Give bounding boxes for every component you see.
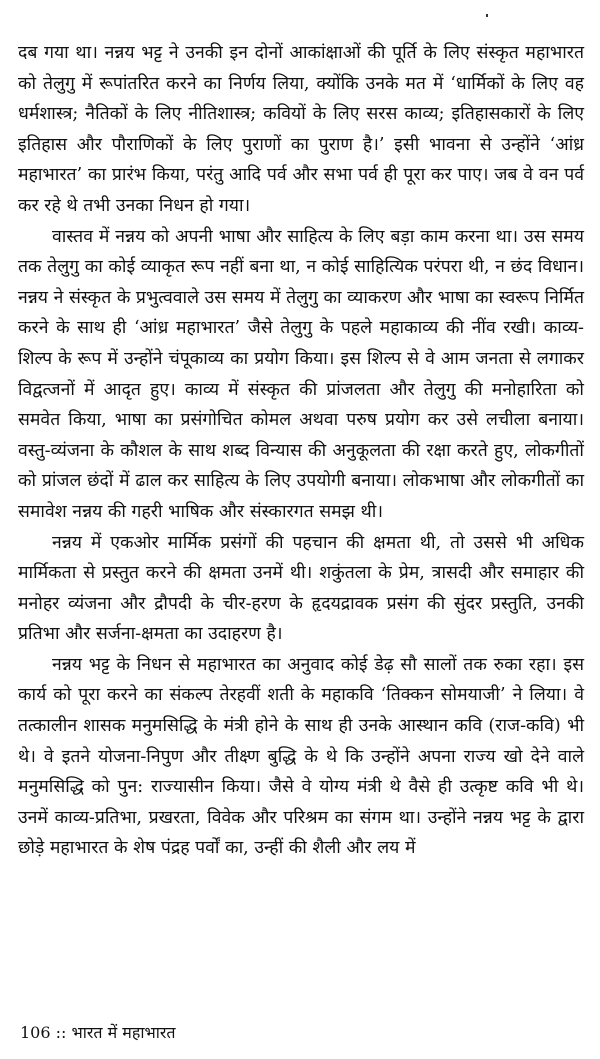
scan-speck — [486, 14, 488, 17]
paragraph-2: वास्तव में नन्नय को अपनी भाषा और साहित्य के लिए बड़ा काम करना था। उस समय तक तेलुगु का कोई व्याकृत रूप नहीं बना था, न कोई साहित्यिक परंपरा थी, न छंद विधान। नन्नय ने संस्कृत के प्रभुत्ववाले उस समय में तेलुगु का व्याकरण और भाषा का स्वरूप निर्मित करने के साथ ही ‘आंध्र महाभारत’ जैसे तेलुगु के पहले महाकाव्य की नींव रखी। काव्य-शिल्प के रूप में उन्होंने चंपूकाव्य का प्रयोग किया। इस शिल्प से वे आम जनता से लगाकर विद्वत्जनों में आदृत हुए। काव्य में संस्कृत की प्रांजलता और तेलुगु की मनोहारिता को समवेत किया, भाषा का प्रसंगोचित कोमल अथवा परुष प्रयोग कर उसे लचीला बनाया। वस्तु-व्यंजना के कौशल के साथ शब्द विन्यास की अनुकूलता की रक्षा करते हुए, लोकगीतों को प्रांजल छंदों में ढाल कर साहित्य के लिए उपयोगी बनाया। लोकभाषा और लोकगीतों का समावेश नन्नय की गहरी भाषिक और संस्कारगत समझ थी। — [18, 226, 584, 522]
paragraph-4: नन्नय भट्ट के निधन से महाभारत का अनुवाद कोई डेढ़ सौ सालों तक रुका रहा। इस कार्य को पूरा करने का संकल्प तेरहवीं शती के महाकवि ‘तिक्कन सोमयाजी’ ने लिया। वे तत्कालीन शासक मनुमसिद्धि के मंत्री होने के साथ ही उनके आस्थान कवि (राज-कवि) भी थे। वे इतने योजना-निपुण और तीक्ष्ण बुद्धि के थे कि उन्होंने अपना राज्य खो देने वाले मनुमसिद्धि को पुन: राज्यासीन किया। जैसे वे योग्य मंत्री थे वैसे ही उत्कृष्ट कवि भी थे। उनमें काव्य-प्रतिभा, प्रखरता, विवेक और परिश्रम का संगम था। उन्होंने नन्नय भट्ट के द्वारा छोड़े महाभारत के शेष पंद्रह पर्वों का, उन्हीं की शैली और लय में — [18, 654, 584, 859]
page-body — [18, 38, 584, 864]
paragraph-1: दब गया था। नन्नय भट्ट ने उनकी इन दोनों आकांक्षाओं की पूर्ति के लिए संस्कृत महाभारत को तेलुगु में रूपांतरित करने का निर्णय लिया, क्योंकि उनके मत में ‘धार्मिकों के लिए वह धर्मशास्त्र; नैतिकों के लिए नीतिशास्त्र; कवियों के लिए सरस काव्य; इतिहासकारों के लिए इतिहास और पौराणिकों के लिए पुराणों का पुराण है।’ इसी भावना से उन्होंने ‘आंध्र महाभारत’ का प्रारंभ किया, परंतु आदि पर्व और सभा पर्व ही पूरा कर पाए। जब वे वन पर्व कर रहे थे तभी उनका निधन हो गया। — [18, 43, 584, 216]
page-footer: 106 :: भारत में महाभारत — [20, 1023, 176, 1042]
paragraph-3: नन्नय में एकओर मार्मिक प्रसंगों की पहचान की क्षमता थी, तो उससे भी अधिक मार्मिकता से प्रस्तुत करने की क्षमता उनमें थी। शकुंतला के प्रेम, त्रासदी और समाहार की मनोहर व्यंजना और द्रौपदी के चीर-हरण के हृदयद्रावक प्रसंग की सुंदर प्रस्तुति, उनकी प्रतिभा और सर्जना-क्षमता का उदाहरण है। — [18, 532, 584, 645]
